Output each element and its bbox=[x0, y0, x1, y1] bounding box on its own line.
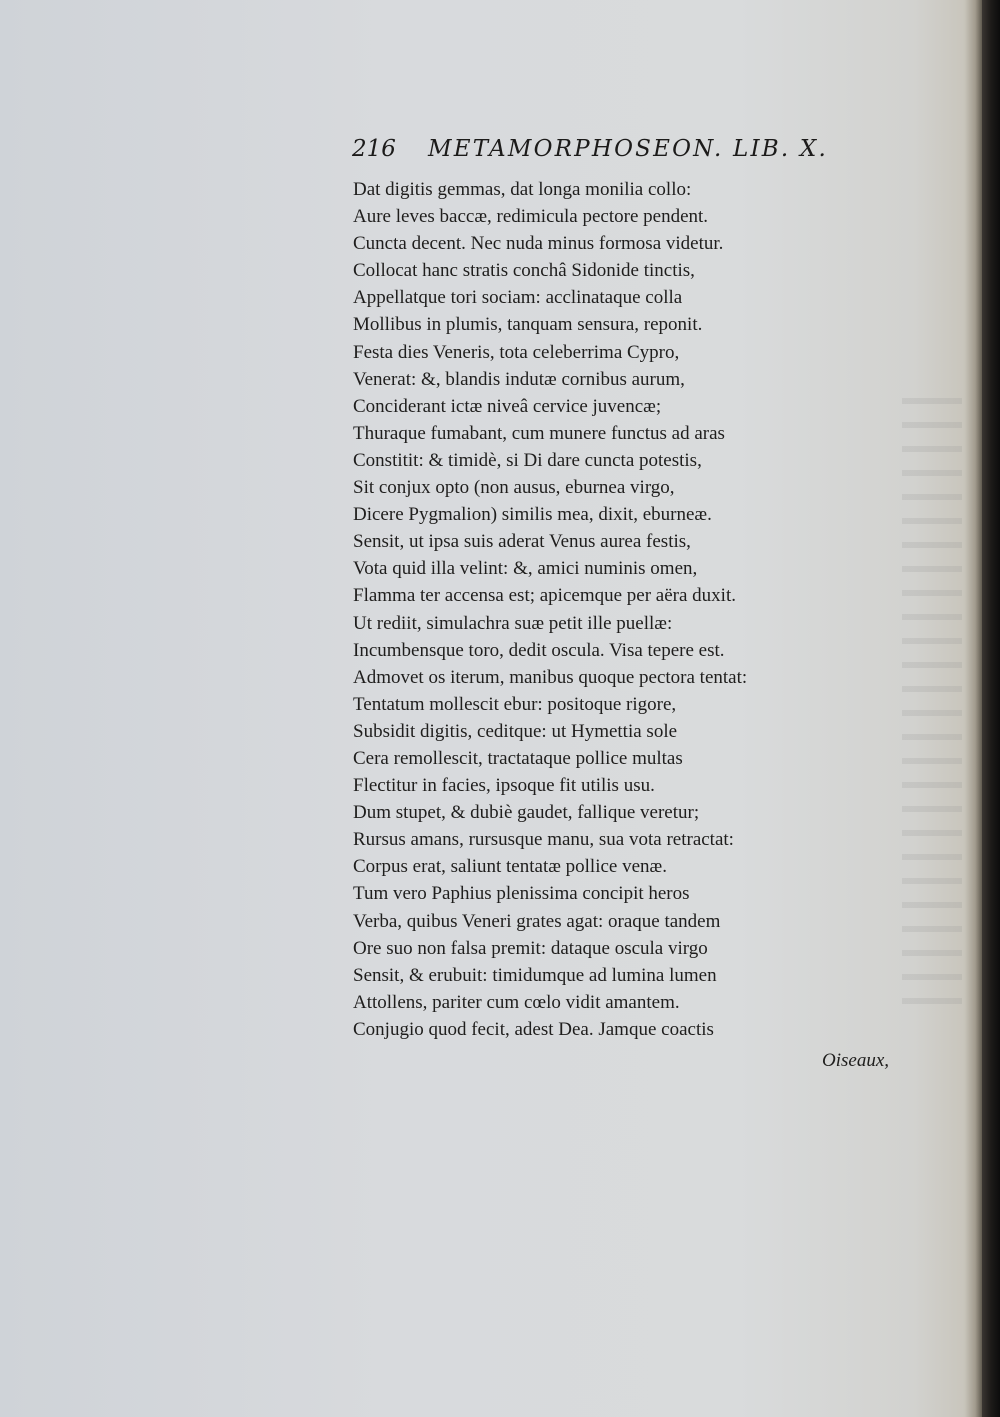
verse-line: Ut rediit, simulachra suæ petit ille puellæ: bbox=[353, 612, 673, 634]
verse-line: Sensit, & erubuit: timidumque ad lumina lumen bbox=[353, 964, 717, 986]
verse-line: Vota quid illa velint: &, amici numinis omen, bbox=[353, 558, 698, 580]
verse-line: Attollens, pariter cum cœlo vidit amantem. bbox=[353, 991, 680, 1013]
verse-line: Flectitur in facies, ipsoque fit utilis usu. bbox=[353, 775, 655, 797]
running-title: METAMORPHOSEON. LIB. X. bbox=[428, 136, 828, 162]
verse-line: Appellatque tori sociam: acclinataque colla bbox=[353, 287, 683, 309]
running-header bbox=[352, 136, 842, 170]
verse-line: Conciderant ictæ niveâ cervice juvencæ; bbox=[353, 395, 662, 417]
verse-line: Tum vero Paphius plenissima concipit heros bbox=[353, 883, 690, 905]
verse-line: Verba, quibus Veneri grates agat: oraque tandem bbox=[353, 910, 721, 932]
book-binding bbox=[982, 0, 1000, 1417]
gutter-shadow bbox=[965, 0, 982, 1417]
verse-line: Admovet os iterum, manibus quoque pectora tentat: bbox=[353, 666, 748, 688]
verse-line: Dum stupet, & dubiè gaudet, fallique veretur; bbox=[353, 802, 700, 824]
verse-line: Incumbensque toro, dedit oscula. Visa tepere est. bbox=[353, 639, 725, 661]
verse-line: Conjugio quod fecit, adest Dea. Jamque coactis bbox=[353, 1018, 714, 1040]
verse-line: Tentatum mollescit ebur: positoque rigore, bbox=[353, 693, 677, 715]
verse-line: Cuncta decent. Nec nuda minus formosa videtur. bbox=[353, 233, 724, 255]
verse-line: Constitit: & timidè, si Di dare cuncta potestis, bbox=[353, 449, 702, 471]
verse-line: Dicere Pygmalion) similis mea, dixit, eburneæ. bbox=[353, 504, 712, 526]
verse-line: Mollibus in plumis, tanquam sensura, reponit. bbox=[353, 314, 703, 336]
page-number: 216 bbox=[352, 136, 396, 162]
catchword: Oiseaux, bbox=[822, 1050, 890, 1071]
verse-line: Rursus amans, rursusque manu, sua vota retractat: bbox=[353, 829, 734, 851]
verse-line: Corpus erat, saliunt tentatæ pollice venæ. bbox=[353, 856, 667, 878]
verse-line: Sensit, ut ipsa suis aderat Venus aurea festis, bbox=[353, 531, 691, 553]
verse-line: Ore suo non falsa premit: dataque oscula virgo bbox=[353, 937, 708, 959]
verse-line: Cera remollescit, tractataque pollice multas bbox=[353, 747, 683, 769]
verse-line: Thuraque fumabant, cum munere functus ad aras bbox=[353, 422, 725, 444]
verse-line: Sit conjux opto (non ausus, eburnea virgo, bbox=[353, 477, 675, 499]
show-through-text bbox=[902, 380, 962, 1020]
verse-line: Subsidit digitis, ceditque: ut Hymettia sole bbox=[353, 720, 678, 742]
verse-line: Venerat: &, blandis indutæ cornibus aurum, bbox=[353, 368, 685, 390]
verse-line: Dat digitis gemmas, dat longa monilia collo: bbox=[353, 179, 692, 200]
poem-text bbox=[353, 176, 833, 1043]
verse-line: Collocat hanc stratis conchâ Sidonide tinctis, bbox=[353, 260, 695, 282]
verse-line: Festa dies Veneris, tota celeberrima Cypro, bbox=[353, 341, 680, 363]
verse-line: Aure leves baccæ, redimicula pectore pendent. bbox=[353, 206, 709, 228]
verse-line: Flamma ter accensa est; apicemque per aëra duxit. bbox=[353, 585, 736, 607]
